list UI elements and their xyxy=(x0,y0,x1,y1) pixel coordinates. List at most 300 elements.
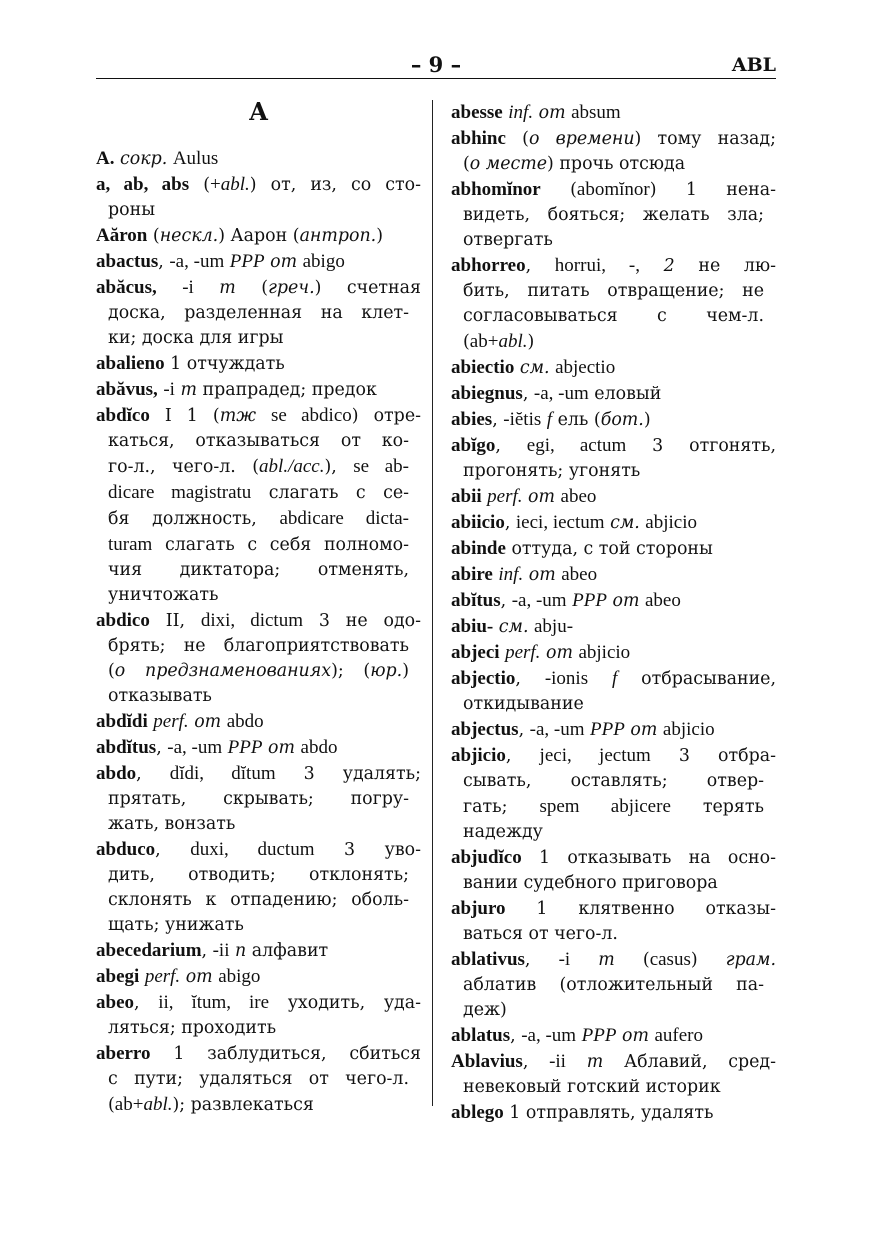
definition-text: деж) xyxy=(463,1000,507,1020)
definition-text: 1 отказывать на осно- xyxy=(521,848,776,868)
definition-text: прапрадед; предок xyxy=(196,380,377,400)
definition-text: ) xyxy=(402,661,409,681)
entry-continuation-line xyxy=(96,532,421,558)
dictionary-entry xyxy=(451,1023,776,1049)
term-text: от xyxy=(612,591,640,611)
dictionary-entry xyxy=(451,1049,776,1100)
definition-text: 1 отчуждать xyxy=(164,354,285,374)
definition-text: дить, отводить; отклонять; xyxy=(108,865,409,885)
entry-line xyxy=(451,510,776,536)
entry-line xyxy=(96,837,421,863)
term-text: PPP xyxy=(229,251,265,272)
entry-continuation-line xyxy=(451,692,776,717)
dictionary-entry xyxy=(451,588,776,614)
definition-text: ); ( xyxy=(331,661,371,681)
term-text: от xyxy=(270,252,298,272)
entry-continuation-line xyxy=(96,913,421,938)
entry-line xyxy=(451,562,776,588)
term-text: f xyxy=(546,409,553,430)
entry-line xyxy=(451,381,776,407)
definition-text: ваться от чего-л. xyxy=(463,924,618,944)
definition-text xyxy=(588,669,612,689)
term-text: n xyxy=(235,941,247,961)
dictionary-entry xyxy=(96,1041,421,1118)
entry-continuation-line xyxy=(96,558,421,583)
term-text: abdicare dicta- xyxy=(279,508,409,529)
definition-text: , xyxy=(505,746,540,766)
headword: A. xyxy=(96,148,115,169)
definition-text: I 1 ( xyxy=(149,406,220,426)
term-text: abigo xyxy=(302,251,345,272)
page-header xyxy=(96,52,776,76)
definition-text: , xyxy=(510,1026,522,1046)
entry-continuation-line xyxy=(96,198,421,223)
dictionary-entry xyxy=(96,964,421,990)
definition-text: 3 отбра- xyxy=(650,746,776,766)
dictionary-entry xyxy=(96,735,421,761)
term-text: о времени xyxy=(528,129,635,149)
entry-line xyxy=(451,640,776,666)
definition-text xyxy=(640,256,664,276)
definition-text: ), xyxy=(324,457,354,477)
definition-text: ) xyxy=(376,226,384,246)
definition-text: каться, отказываться от ко- xyxy=(108,431,409,451)
headword: abăvus, xyxy=(96,379,158,400)
definition-text: слагать с се- xyxy=(251,483,409,503)
definition-text: 3 уво- xyxy=(314,840,421,860)
headword: abdo xyxy=(96,763,137,784)
definition-text: 3 удалять; xyxy=(275,764,421,784)
term-text: abigo xyxy=(218,966,261,987)
entry-line xyxy=(96,351,421,377)
entry-continuation-line xyxy=(451,459,776,484)
right-column xyxy=(451,100,776,1126)
headword: abinde xyxy=(451,538,506,559)
column-rule xyxy=(432,100,433,1106)
definition-text: Аблавий, сред- xyxy=(603,1052,776,1072)
definition-text: уничтожать xyxy=(108,585,219,605)
entry-continuation-line xyxy=(451,820,776,845)
dictionary-entry xyxy=(96,761,421,837)
dictionary-entry xyxy=(451,640,776,666)
definition-text: ) 1 нена- xyxy=(649,180,776,200)
definition-text: ки; доска для игры xyxy=(108,328,284,348)
term-text: -a, -um xyxy=(521,1025,577,1046)
entry-line xyxy=(96,1041,421,1067)
definition-text: слагать с себя полномо- xyxy=(152,535,409,555)
headword: abii xyxy=(451,486,482,507)
dictionary-entry xyxy=(96,275,421,351)
dictionary-entry xyxy=(451,947,776,1023)
entry-line xyxy=(451,100,776,126)
definition-text: ) прочь отсюда xyxy=(547,154,686,174)
definition-text: ( xyxy=(189,175,211,195)
header-rule xyxy=(96,78,776,79)
term-text: от xyxy=(630,720,658,740)
term-text: см. xyxy=(519,358,550,378)
definition-text: прогонять; угонять xyxy=(463,461,641,481)
definition-text: терять xyxy=(670,797,764,817)
entry-continuation-line xyxy=(96,634,421,659)
definition-text: 1 отправлять, удалять xyxy=(503,1103,714,1123)
term-text: Aulus xyxy=(172,148,219,169)
term-text: absum xyxy=(571,102,621,123)
term-text: se ab- xyxy=(353,456,409,477)
term-text: aufero xyxy=(654,1025,703,1046)
headword: abjuro xyxy=(451,898,506,919)
term-text: se abdico xyxy=(271,405,352,426)
term-text: casus xyxy=(649,949,691,970)
entry-line xyxy=(451,1100,776,1126)
term-text: abjectio xyxy=(555,357,616,378)
term-text: от xyxy=(185,967,213,987)
entry-continuation-line xyxy=(451,279,776,304)
headword: abegi xyxy=(96,966,140,987)
entry-line xyxy=(96,249,421,275)
term-text: perf. xyxy=(505,642,541,663)
term-text: -iĕtis xyxy=(503,409,542,430)
definition-text: 1 заблудиться, сбиться xyxy=(150,1044,421,1064)
headword: ablego xyxy=(451,1102,504,1123)
definition-text: ) xyxy=(643,410,651,430)
entry-line xyxy=(451,947,776,973)
entry-line xyxy=(451,1049,776,1075)
term-text: -ionis xyxy=(544,668,589,689)
dictionary-entry xyxy=(451,666,776,717)
definition-text: прятать, скрывать; погру- xyxy=(108,789,409,809)
headword: abjicio xyxy=(451,745,506,766)
entry-continuation-line xyxy=(451,973,776,998)
term-text: dĭdi, dĭtum xyxy=(169,763,276,784)
term-text: от xyxy=(545,643,573,663)
definition-text: , xyxy=(524,950,559,970)
definition-text xyxy=(256,406,271,426)
definition-text: отвергать xyxy=(463,230,553,250)
term-text: m xyxy=(598,950,615,970)
dictionary-entry xyxy=(96,146,421,172)
headword: abactus xyxy=(96,251,159,272)
entry-line xyxy=(451,355,776,381)
entry-line xyxy=(451,614,776,640)
definition-text xyxy=(194,278,219,298)
term-text: abl. xyxy=(220,174,250,195)
headword: abjudĭco xyxy=(451,847,522,868)
term-text: бот. xyxy=(600,410,644,430)
term-text: perf. xyxy=(144,966,181,987)
term-text: abdo xyxy=(300,737,338,758)
page-number: – 9 – xyxy=(410,52,462,77)
dictionary-entry xyxy=(451,100,776,126)
dictionary-entry xyxy=(451,1100,776,1126)
definition-text xyxy=(570,950,598,970)
term-text: abeo xyxy=(561,564,598,585)
entry-line xyxy=(451,177,776,203)
entry-line xyxy=(96,938,421,964)
running-head: ABL xyxy=(731,54,776,76)
definition-text: с пути; удаляться от чего-л. xyxy=(108,1069,409,1089)
entry-continuation-line xyxy=(451,998,776,1023)
entry-continuation-line xyxy=(451,794,776,820)
entry-line xyxy=(96,146,421,172)
term-text: -a, -um xyxy=(167,737,223,758)
term-text: abeo xyxy=(560,486,597,507)
entry-continuation-line xyxy=(451,922,776,947)
definition-text: ( xyxy=(463,154,470,174)
dictionary-entry xyxy=(96,990,421,1041)
headword: abiegnus xyxy=(451,383,523,404)
term-text: сокр. xyxy=(120,149,168,169)
entry-continuation-line xyxy=(96,480,421,506)
term-text: PPP xyxy=(590,719,625,740)
headword: abdĭtus xyxy=(96,737,157,758)
definition-text: ель ( xyxy=(552,410,601,430)
entry-line xyxy=(451,1023,776,1049)
headword: abhomĭnor xyxy=(451,179,541,200)
term-text: PPP xyxy=(227,737,263,758)
definition-text: ( xyxy=(108,1095,115,1115)
term-text: от xyxy=(621,1026,649,1046)
term-text: abjicio xyxy=(645,512,697,533)
dictionary-entry xyxy=(96,403,421,608)
headword: abiu- xyxy=(451,616,494,637)
headword: abduco xyxy=(96,839,156,860)
headword: ablativus xyxy=(451,949,525,970)
definition-text: согласовываться с чем-л. xyxy=(463,306,764,326)
definition-text xyxy=(566,1052,587,1072)
term-text: abjicio xyxy=(578,642,631,663)
term-text: abjicio xyxy=(662,719,715,740)
term-text: -ii xyxy=(212,940,230,961)
entry-line xyxy=(451,126,776,152)
term-text: ab+ xyxy=(469,331,499,352)
term-text: jeci, jectum xyxy=(539,745,651,766)
term-text: egi, actum xyxy=(526,435,627,456)
headword: abjectus xyxy=(451,719,519,740)
definition-text: ( xyxy=(505,129,529,149)
term-text: perf. xyxy=(487,486,523,507)
term-text: -ii xyxy=(549,1051,566,1072)
entry-line xyxy=(96,403,421,429)
definition-text: , xyxy=(504,513,516,533)
right-entries xyxy=(451,100,776,1126)
definition-text: доска, разделенная на клет- xyxy=(108,303,409,323)
definition-text: ) xyxy=(690,950,726,970)
term-text: duxi, ductum xyxy=(190,839,315,860)
term-text: греч. xyxy=(268,278,315,298)
definition-text: роны xyxy=(108,200,156,220)
definition-text: жать, вонзать xyxy=(108,814,236,834)
definition-text: 3 отгонять, xyxy=(626,436,776,456)
definition-text: гать; xyxy=(463,797,540,817)
entry-line xyxy=(96,608,421,634)
letter-heading: A xyxy=(249,97,268,126)
entry-continuation-line xyxy=(96,1067,421,1092)
entry-continuation-line xyxy=(451,152,776,177)
dictionary-entry xyxy=(451,743,776,845)
left-entries xyxy=(96,146,421,1118)
term-text: антроп. xyxy=(299,226,377,246)
entry-line xyxy=(451,717,776,743)
term-text: от xyxy=(528,487,556,507)
term-text: PPP xyxy=(572,590,607,611)
definition-text: ( xyxy=(614,950,650,970)
dictionary-entry xyxy=(451,845,776,896)
dictionary-entry xyxy=(451,510,776,536)
entry-continuation-line xyxy=(96,659,421,684)
dictionary-entry xyxy=(451,407,776,433)
definition-text: ) Аарон ( xyxy=(218,226,300,246)
term-text: inf. xyxy=(498,564,524,585)
entry-continuation-line xyxy=(96,1092,421,1118)
entry-line xyxy=(96,735,421,761)
definition-text: откидывание xyxy=(463,694,584,714)
definition-text: , xyxy=(156,738,168,758)
definition-text: , xyxy=(522,1052,550,1072)
dictionary-entry xyxy=(96,938,421,964)
definition-text: , xyxy=(136,764,170,784)
headword: abdĭco xyxy=(96,405,150,426)
entry-line xyxy=(96,275,421,301)
dictionary-entry xyxy=(451,717,776,743)
entry-line xyxy=(96,761,421,787)
definition-text: алфавит xyxy=(246,941,329,961)
dictionary-entry xyxy=(96,223,421,249)
dictionary-entry xyxy=(96,709,421,735)
headword: a, ab, abs xyxy=(96,174,190,195)
dictionary-entry xyxy=(96,377,421,403)
term-text: ieci, iectum xyxy=(515,512,605,533)
definition-text: ( xyxy=(235,278,269,298)
term-text: о месте xyxy=(469,154,548,174)
term-text: от xyxy=(538,103,566,123)
definition-text: невековый готский историк xyxy=(463,1077,721,1097)
term-text: -i xyxy=(182,277,194,298)
entry-continuation-line xyxy=(451,203,776,228)
dictionary-entry xyxy=(451,536,776,562)
definition-text: сывать, оставлять; отвер- xyxy=(463,771,764,791)
entry-line xyxy=(96,172,421,198)
definition-text: , xyxy=(158,252,170,272)
definition-text: уходить, уда- xyxy=(269,993,421,1013)
dictionary-entry xyxy=(451,433,776,484)
dictionary-entry xyxy=(96,249,421,275)
entry-line xyxy=(451,407,776,433)
entry-line xyxy=(451,433,776,459)
term-text: inf. xyxy=(508,102,534,123)
term-text: см. xyxy=(498,617,529,637)
definition-text: бя должность, xyxy=(108,509,280,529)
dictionary-entry xyxy=(451,562,776,588)
headword: abalieno xyxy=(96,353,165,374)
definition-text: аблатив (отложительный па- xyxy=(463,975,764,995)
definition-text: 1 клятвенно отказы- xyxy=(505,899,776,919)
definition-text: , xyxy=(134,993,159,1013)
term-text: -a, -um xyxy=(533,383,589,404)
headword: abĭtus xyxy=(451,590,501,611)
term-text: ii, ĭtum, ire xyxy=(158,992,269,1013)
term-text: -a, -um xyxy=(511,590,567,611)
term-text: abomĭnor xyxy=(576,179,650,200)
entry-continuation-line xyxy=(451,1075,776,1100)
term-text: m xyxy=(586,1052,604,1072)
term-text: m xyxy=(180,380,197,400)
entry-continuation-line xyxy=(96,863,421,888)
headword: abeo xyxy=(96,992,134,1013)
headword: abĭgo xyxy=(451,435,496,456)
term-text: от xyxy=(268,738,295,758)
headword: ablatus xyxy=(451,1025,511,1046)
headword: Aăron xyxy=(96,225,148,246)
definition-text: отбрасывание, xyxy=(617,669,776,689)
dictionary-entry xyxy=(96,351,421,377)
headword: abjectio xyxy=(451,668,516,689)
entry-line xyxy=(451,253,776,279)
dictionary-entry xyxy=(451,614,776,640)
term-text: f xyxy=(612,668,618,689)
definition-text: , xyxy=(518,720,530,740)
term-text: abju- xyxy=(534,616,574,637)
term-text: + xyxy=(210,174,221,195)
entry-line xyxy=(451,666,776,692)
term-text: dixi, dictum xyxy=(200,610,303,631)
definition-text: ) тому назад; xyxy=(634,129,776,149)
term-text: от xyxy=(528,565,556,585)
definition-text: , xyxy=(495,436,527,456)
entry-continuation-line xyxy=(451,769,776,794)
entry-continuation-line xyxy=(96,684,421,709)
entry-continuation-line xyxy=(96,429,421,454)
definition-text: надежду xyxy=(463,822,543,842)
term-text: от xyxy=(194,712,222,732)
definition-text: ) xyxy=(527,332,535,352)
definition-text: , xyxy=(155,840,191,860)
definition-text: , xyxy=(492,410,504,430)
dictionary-entry xyxy=(451,177,776,253)
entry-continuation-line xyxy=(96,326,421,351)
headword: abdĭdi xyxy=(96,711,148,732)
headword: Ablavius xyxy=(451,1051,523,1072)
entry-line xyxy=(96,377,421,403)
left-column xyxy=(96,98,421,1118)
headword: abies xyxy=(451,409,493,430)
definition-text: видеть, бояться; желать зла; xyxy=(463,205,764,225)
entry-line xyxy=(451,536,776,562)
definition-text: го-л., чего-л. ( xyxy=(108,457,260,477)
term-text: ab+ xyxy=(114,1094,144,1115)
headword: abăcus, xyxy=(96,277,157,298)
definition-text: ляться; проходить xyxy=(108,1018,277,1038)
headword: abesse xyxy=(451,102,503,123)
dictionary-entry xyxy=(96,172,421,223)
definition-text: ) от, из, со сто- xyxy=(249,175,421,195)
dictionary-entry xyxy=(451,126,776,177)
term-text: abl./acc. xyxy=(259,456,325,477)
entry-continuation-line xyxy=(96,454,421,480)
headword: abecedarium xyxy=(96,940,202,961)
term-text: см. xyxy=(610,513,640,533)
term-text: m xyxy=(219,278,236,298)
definition-text: 3 не одо- xyxy=(302,611,422,631)
term-text: грам. xyxy=(725,950,776,970)
entry-line xyxy=(451,588,776,614)
term-text: нескл. xyxy=(159,226,219,246)
definition-text: ) отре- xyxy=(351,406,421,426)
dictionary-entry xyxy=(96,837,421,938)
entry-line xyxy=(451,743,776,769)
definition-text: ( xyxy=(540,180,577,200)
entry-line xyxy=(96,223,421,249)
entry-line xyxy=(96,964,421,990)
